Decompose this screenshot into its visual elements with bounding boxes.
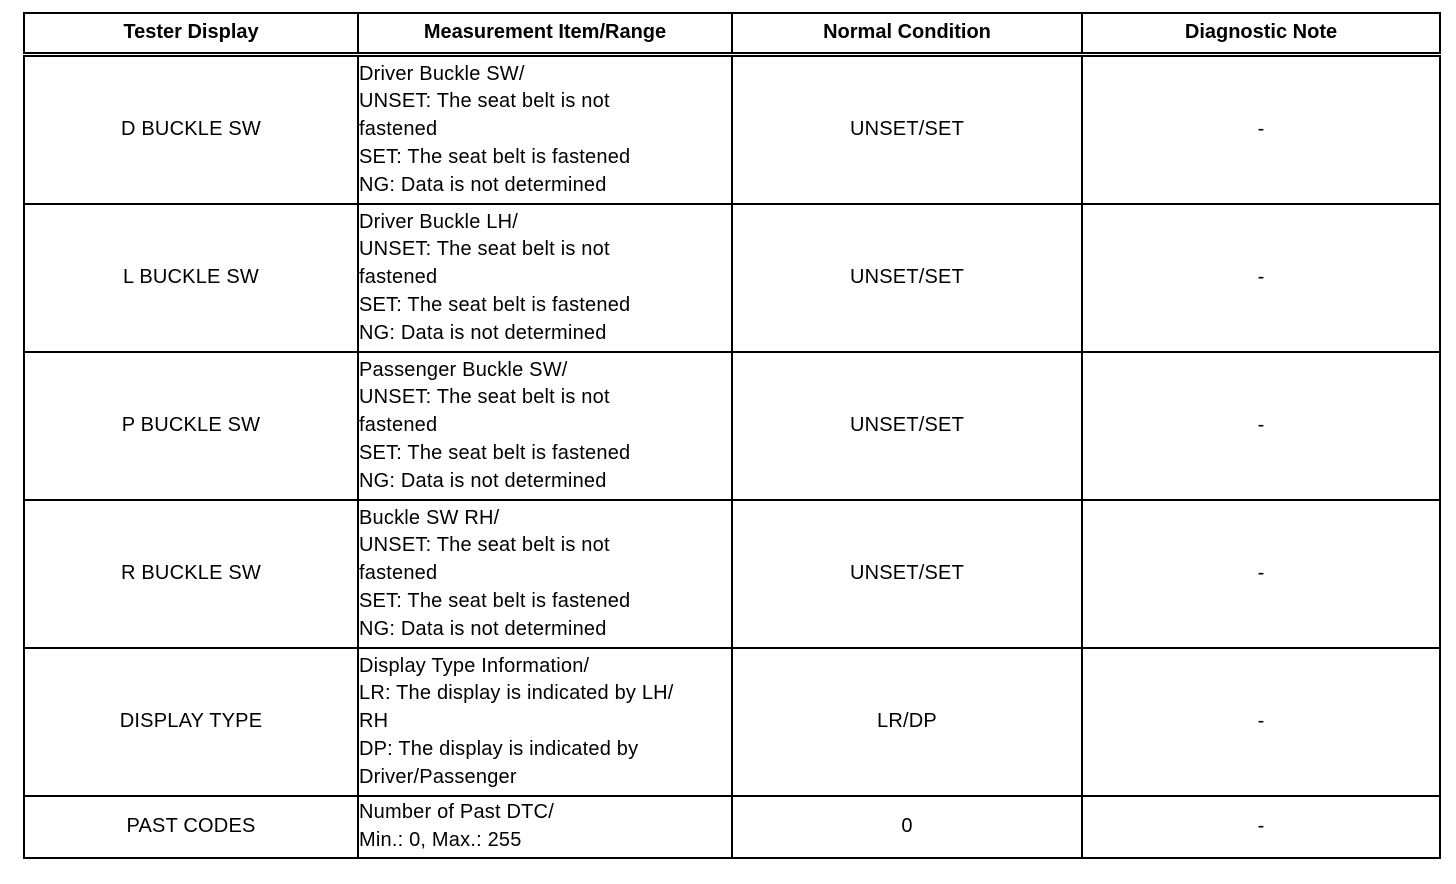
item-line: SET: The seat belt is fastened <box>359 441 631 464</box>
header-diagnostic-note: Diagnostic Note <box>1082 13 1440 55</box>
item-line: NG: Data is not determined <box>359 173 607 196</box>
item-line: NG: Data is not determined <box>359 321 607 344</box>
header-normal-condition: Normal Condition <box>732 13 1082 55</box>
table-row <box>24 352 1440 500</box>
item-line: SET: The seat belt is fastened <box>359 293 631 316</box>
item-line: UNSET: The seat belt is not <box>359 386 610 409</box>
table-row <box>24 55 1440 205</box>
normal-condition-cell: 0 <box>732 796 1082 858</box>
diagnostic-note-cell: - <box>1082 352 1440 500</box>
item-line: fastened <box>359 414 438 437</box>
table-row <box>24 500 1440 648</box>
item-line: fastened <box>359 562 438 585</box>
normal-condition-cell: UNSET/SET <box>732 55 1082 205</box>
normal-condition-cell: UNSET/SET <box>732 500 1082 648</box>
item-line: Driver Buckle SW/ <box>359 62 525 85</box>
measurement-item-cell <box>358 204 732 352</box>
tester-display-cell: L BUCKLE SW <box>24 204 358 352</box>
item-line: Min.: 0, Max.: 255 <box>359 829 522 851</box>
item-line: NG: Data is not determined <box>359 469 607 492</box>
header-measurement-item: Measurement Item/Range <box>358 13 732 55</box>
diagnostic-note-cell: - <box>1082 500 1440 648</box>
item-line: Display Type Information/ <box>359 654 590 677</box>
tester-display-cell: P BUCKLE SW <box>24 352 358 500</box>
tester-display-cell: D BUCKLE SW <box>24 55 358 205</box>
diagnostic-note-cell: - <box>1082 796 1440 858</box>
diagnostic-note-cell: - <box>1082 648 1440 796</box>
measurement-item-cell <box>358 648 732 796</box>
item-line: SET: The seat belt is fastened <box>359 589 631 612</box>
item-line: SET: The seat belt is fastened <box>359 145 631 168</box>
measurement-item-cell <box>358 55 732 205</box>
item-line: LR: The display is indicated by LH/ <box>359 682 674 705</box>
item-line: Driver/Passenger <box>359 765 517 788</box>
table-row <box>24 796 1440 858</box>
diagnostic-note-cell: - <box>1082 55 1440 205</box>
item-line: Buckle SW RH/ <box>359 506 500 529</box>
table-header-row <box>24 13 1440 55</box>
item-line: fastened <box>359 118 438 141</box>
item-line: UNSET: The seat belt is not <box>359 534 610 557</box>
tester-display-cell: DISPLAY TYPE <box>24 648 358 796</box>
tester-display-cell: PAST CODES <box>24 796 358 858</box>
data-list-table <box>23 12 1441 859</box>
item-line: DP: The display is indicated by <box>359 737 639 760</box>
normal-condition-cell: UNSET/SET <box>732 204 1082 352</box>
item-line: NG: Data is not determined <box>359 617 607 640</box>
item-line: RH <box>359 710 389 733</box>
measurement-item-cell <box>358 500 732 648</box>
item-line: Passenger Buckle SW/ <box>359 358 568 381</box>
diagnostic-note-cell: - <box>1082 204 1440 352</box>
measurement-item-cell <box>358 352 732 500</box>
item-line: UNSET: The seat belt is not <box>359 90 610 113</box>
normal-condition-cell: UNSET/SET <box>732 352 1082 500</box>
item-line: Number of Past DTC/ <box>359 801 554 824</box>
tester-display-cell: R BUCKLE SW <box>24 500 358 648</box>
normal-condition-cell: LR/DP <box>732 648 1082 796</box>
table-row <box>24 204 1440 352</box>
measurement-item-cell <box>358 796 732 858</box>
item-line: fastened <box>359 266 438 289</box>
header-tester-display: Tester Display <box>24 13 358 55</box>
item-line: UNSET: The seat belt is not <box>359 238 610 261</box>
table-row <box>24 648 1440 796</box>
item-line: Driver Buckle LH/ <box>359 210 518 233</box>
